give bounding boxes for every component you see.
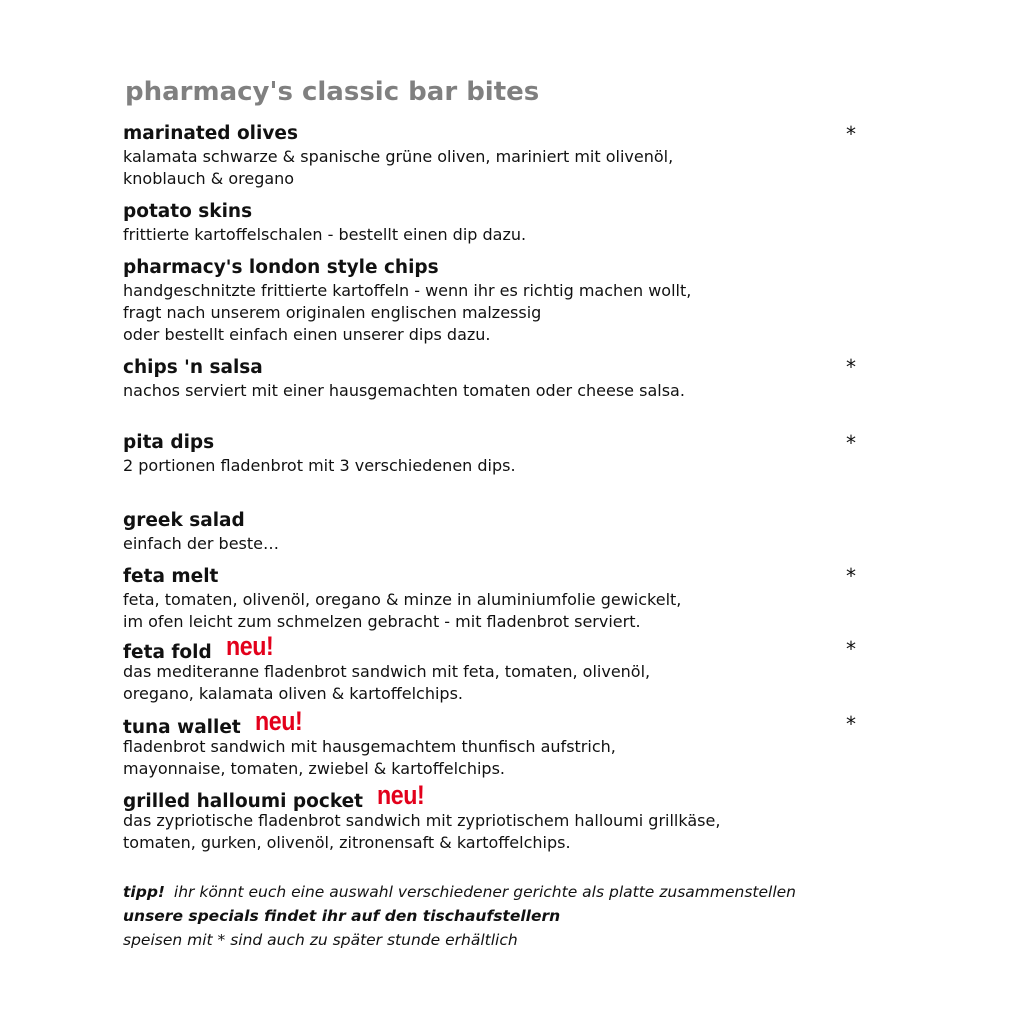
menu-item-grilled-halloumi-pocket — [123, 780, 863, 854]
item-description-line: mayonnaise, tomaten, zwiebel & kartoffelchips. — [123, 759, 505, 778]
menu-item-feta-melt — [123, 565, 863, 633]
late-night-marker: * — [846, 712, 856, 736]
menu-item-pita-dips — [123, 431, 863, 477]
item-description-line: fladenbrot sandwich mit hausgemachtem thunfisch aufstrich, — [123, 737, 616, 756]
menu-item-chips-n-salsa — [123, 356, 863, 402]
menu-item-marinated-olives — [123, 122, 863, 190]
menu-item-feta-fold — [123, 631, 863, 705]
item-description-line: nachos serviert mit einer hausgemachten tomaten oder cheese salsa. — [123, 381, 685, 400]
item-name-row — [123, 509, 863, 533]
item-description-line: 2 portionen fladenbrot mit 3 verschiedenen dips. — [123, 456, 516, 475]
item-name-row — [123, 631, 863, 663]
item-name: greek salad — [123, 510, 245, 531]
item-description-line: handgeschnitzte frittierte kartoffeln - wenn ihr es richtig machen wollt, — [123, 281, 692, 300]
item-description-line: kalamata schwarze & spanische grüne oliven, mariniert mit olivenöl, — [123, 147, 674, 166]
item-name: feta melt — [123, 566, 219, 587]
item-name-row — [123, 706, 863, 738]
menu-item-tuna-wallet — [123, 706, 863, 780]
item-description-line: das mediteranne fladenbrot sandwich mit feta, tomaten, olivenöl, — [123, 662, 651, 681]
item-name-row — [123, 780, 863, 812]
tip-label: tipp! — [123, 883, 165, 901]
item-description-line: das zypriotische fladenbrot sandwich mit zypriotischem halloumi grillkäse, — [123, 811, 721, 830]
item-name: tuna wallet — [123, 717, 241, 738]
new-badge: neu! — [254, 706, 303, 736]
item-description-line: oregano, kalamata oliven & kartoffelchips. — [123, 684, 463, 703]
item-name: pharmacy's london style chips — [123, 257, 439, 278]
new-badge: neu! — [377, 780, 425, 810]
item-name: chips 'n salsa — [123, 357, 263, 378]
item-description-line: knoblauch & oregano — [123, 169, 295, 188]
late-night-marker: * — [846, 431, 856, 455]
late-night-marker: * — [846, 637, 856, 661]
item-description-line: oder bestellt einfach einen unserer dips dazu. — [123, 325, 491, 344]
menu-item-london-style-chips — [123, 256, 863, 346]
tip-text: ihr könnt euch eine auswahl verschiedener gerichte als platte zusammenstellen — [173, 883, 796, 901]
item-name: pita dips — [123, 432, 215, 453]
item-description-line: fragt nach unserem originalen englischen malzessig — [123, 303, 542, 322]
item-name: feta fold — [123, 642, 212, 663]
item-name-row — [123, 565, 863, 589]
late-night-note: speisen mit * sind auch zu später stunde erhältlich — [123, 931, 518, 949]
item-description-line: frittierte kartoffelschalen - bestellt einen dip dazu. — [123, 225, 527, 244]
item-name-row — [123, 356, 863, 380]
menu-title: pharmacy's classic bar bites — [125, 77, 540, 107]
menu-item-greek-salad — [123, 509, 863, 555]
item-description-line: tomaten, gurken, olivenöl, zitronensaft & kartoffelchips. — [123, 833, 571, 852]
item-name: marinated olives — [123, 123, 298, 144]
new-badge: neu! — [225, 631, 274, 661]
item-name-row — [123, 200, 863, 224]
item-name-row — [123, 431, 863, 455]
specials-note: unsere specials findet ihr auf den tischaufstellern — [123, 907, 561, 925]
item-description-line: im ofen leicht zum schmelzen gebracht - mit fladenbrot serviert. — [123, 612, 641, 631]
item-description-line: feta, tomaten, olivenöl, oregano & minze in aluminiumfolie gewickelt, — [123, 590, 682, 609]
item-name-row — [123, 122, 863, 146]
item-name: grilled halloumi pocket — [123, 791, 364, 812]
menu-footer — [123, 880, 883, 952]
late-night-marker: * — [846, 564, 856, 588]
late-night-marker: * — [846, 122, 856, 146]
item-name-row — [123, 256, 863, 280]
late-night-marker: * — [846, 355, 856, 379]
item-name: potato skins — [123, 201, 253, 222]
item-description-line: einfach der beste… — [123, 534, 280, 553]
tip-line — [123, 880, 883, 904]
menu-item-potato-skins — [123, 200, 863, 246]
